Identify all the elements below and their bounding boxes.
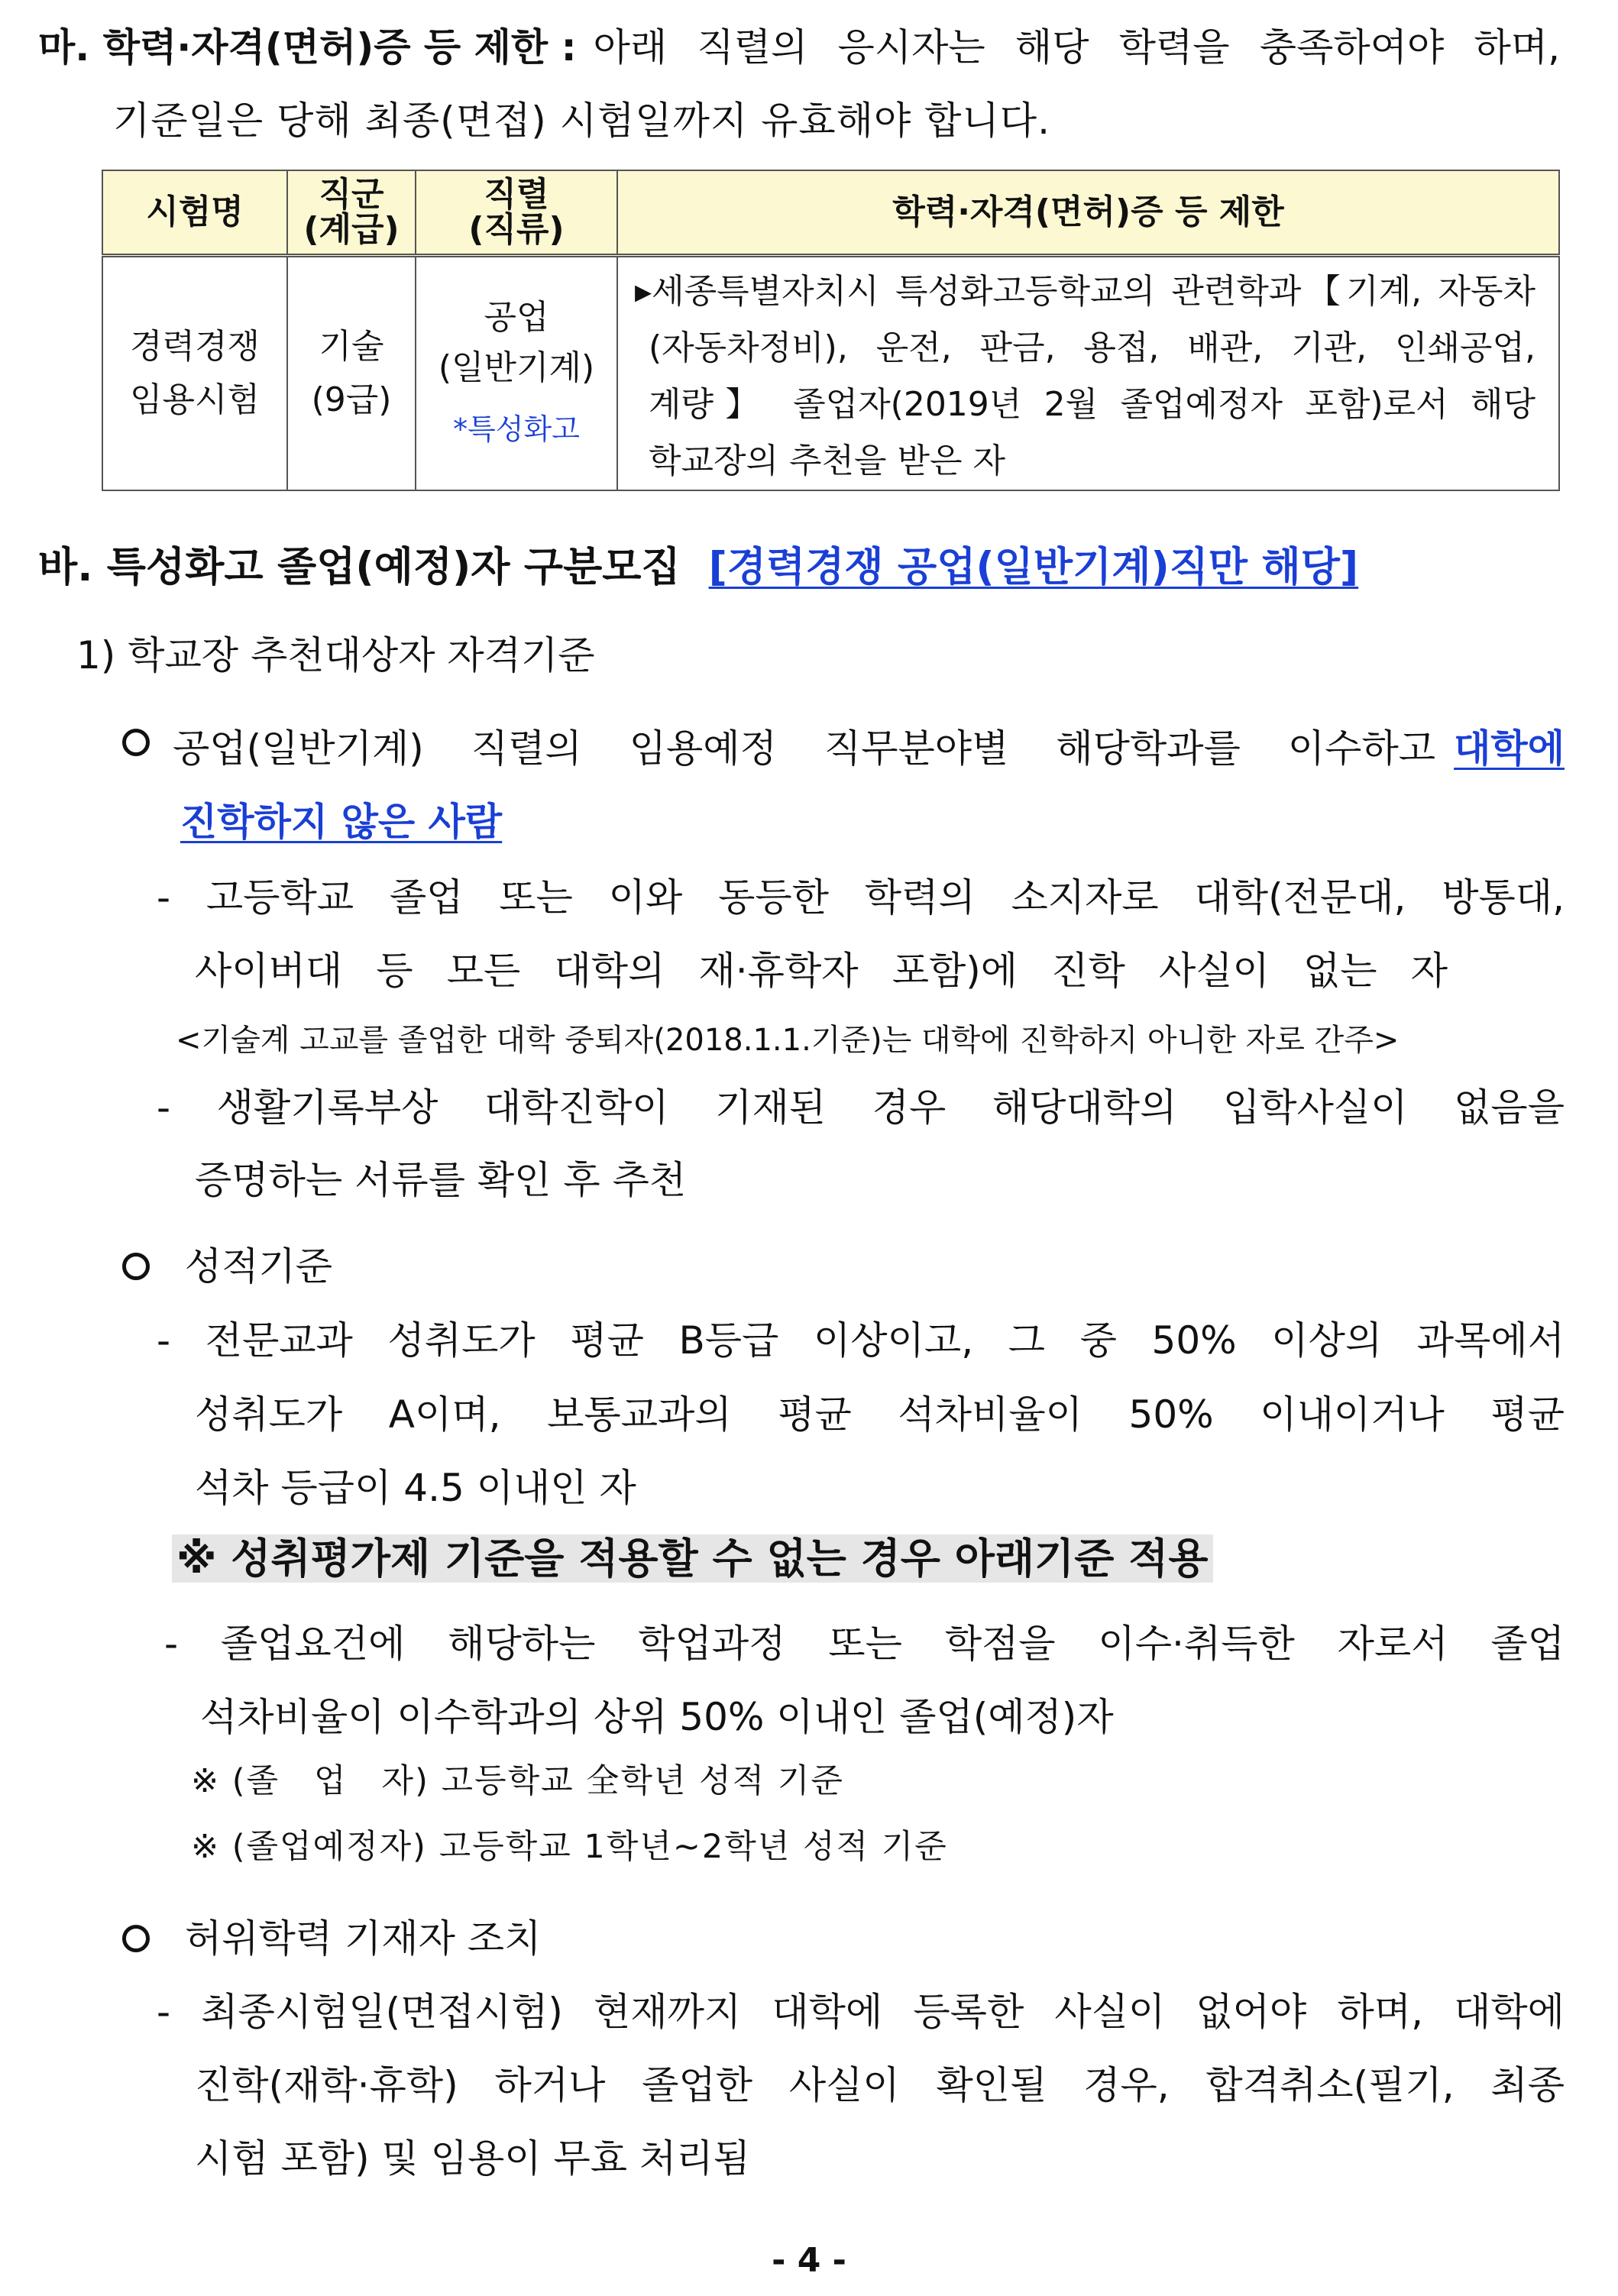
header-job-series: 직렬 (직류) — [416, 170, 617, 256]
bullet1-item1-note: <기술계 고교를 졸업한 대학 중퇴자(2018.1.1.기준)는 대학에 진학하지 아니한 자로 간주> — [176, 1023, 1400, 1058]
bullet1-item1-line1: - 고등학교 졸업 또는 이와 동등한 학력의 소지자로 대학(전문대, 방통대, — [157, 875, 1565, 920]
bullet3-item1-line3: 시험 포함) 및 임용이 무효 처리됨 — [195, 2136, 750, 2181]
section-ba-scope-link: [경력경쟁 공업(일반기계)직만 해당] — [708, 544, 1359, 590]
cell-job-series: 공업 (일반기계) *특성화고 — [416, 256, 617, 491]
bullet1-highlight-1: 대학에 — [1454, 726, 1565, 771]
bullet1-item2-line1: - 생활기록부상 대학진학이 기재된 경우 해당대학의 입학사실이 없음을 — [157, 1085, 1565, 1130]
bullet2-text: 성적기준 — [184, 1244, 333, 1289]
section-ma-line2: 기준일은 당해 최종(면접) 시험일까지 유효해야 합니다. — [113, 99, 1050, 143]
cell-exam-name: 경력경쟁 임용시험 — [102, 256, 287, 491]
bullet1-highlight-2: 진학하지 않은 사람 — [180, 800, 503, 844]
bullet2-note-1: ※ (졸 업 자) 고등학교 全학년 성적 기준 — [191, 1762, 844, 1800]
bullet1-item1-line2: 사이버대 등 모든 대학의 재·휴학자 포함)에 진학 사실이 없는 자 — [195, 949, 1448, 993]
bullet3-text: 허위학력 기재자 조치 — [184, 1916, 542, 1961]
bullet2-notice — [172, 1526, 1213, 1585]
header-job-group: 직군 (계급) — [287, 170, 416, 256]
bullet2-note-2: ※ (졸업예정자) 고등학교 1학년∼2학년 성적 기준 — [191, 1828, 948, 1866]
bullet2-notice-text: ※ 성취평가제 기준을 적용할 수 없는 경우 아래기준 적용 — [172, 1534, 1213, 1583]
restriction-line: ▸세종특별자치시 특성화고등학교의 관련학과【기계, 자동차 — [635, 272, 1535, 311]
bullet1-line1 — [122, 718, 1565, 773]
bullet2-line — [122, 1236, 332, 1291]
circle-bullet-icon — [122, 1253, 150, 1280]
circle-bullet-icon — [122, 1925, 150, 1952]
section-ba-title: 바. 특성화고 졸업(예정)자 구분모집 — [38, 544, 681, 590]
cell-job-group: 기술 (9급) — [287, 256, 416, 491]
section-ba-heading — [38, 535, 1358, 593]
bullet2-item1-line3: 석차 등급이 4.5 이내인 자 — [195, 1466, 636, 1510]
sub-heading-1: 1) 학교장 추천대상자 자격기준 — [76, 633, 595, 677]
bullet2-item2-line1: - 졸업요건에 해당하는 학업과정 또는 학점을 이수·취득한 자로서 졸업 — [164, 1622, 1565, 1666]
bullet1-text: 공업(일반기계) 직렬의 임용예정 직무분야별 해당학과를 이수하고 — [173, 726, 1436, 771]
specialized-school-note: *특성화고 — [453, 412, 580, 446]
circle-bullet-icon — [122, 729, 150, 756]
restriction-line: 계량】 졸업자(2019년 2월 졸업예정자 포함)로서 해당 — [649, 385, 1535, 424]
bullet2-item1-line1: - 전문교과 성취도가 평균 B등급 이상이고, 그 중 50% 이상의 과목에서 — [157, 1318, 1565, 1363]
bullet2-item2-line2: 석차비율이 이수학과의 상위 50% 이내인 졸업(예정)자 — [200, 1695, 1114, 1739]
bullet1-item2-line2: 증명하는 서류를 확인 후 추천 — [195, 1158, 687, 1202]
header-exam-name: 시험명 — [102, 170, 287, 256]
bullet2-item1-line2: 성취도가 A이며, 보통교과의 평균 석차비율이 50% 이내이거나 평균 — [195, 1392, 1565, 1437]
section-ma-text-1: 아래 직렬의 응시자는 해당 학력을 충족하여야 하며, — [593, 25, 1560, 70]
restriction-line: (자동차정비), 운전, 판금, 용접, 배관, 기관, 인쇄공업, — [649, 328, 1535, 367]
restriction-line: 학교장의 추천을 받은 자 — [649, 441, 1005, 480]
page-number: - 4 - — [772, 2241, 846, 2280]
bullet3-line — [122, 1908, 541, 1963]
cell-restriction — [617, 256, 1559, 491]
bullet3-item1-line2: 진학(재학·휴학) 하거나 졸업한 사실이 확인될 경우, 합격취소(필기, 최종 — [195, 2063, 1565, 2107]
table-header-row — [102, 170, 1559, 256]
bullet3-item1-line1: - 최종시험일(면접시험) 현재까지 대학에 등록한 사실이 없어야 하며, 대학에 — [157, 1990, 1565, 2034]
section-ma-line1 — [38, 17, 1560, 72]
section-ma-title: 마. 학력·자격(면허)증 등 제한 : — [38, 25, 577, 70]
header-restriction: 학력·자격(면허)증 등 제한 — [617, 170, 1559, 256]
table-row — [102, 256, 1559, 491]
license-restriction-table — [102, 170, 1560, 491]
